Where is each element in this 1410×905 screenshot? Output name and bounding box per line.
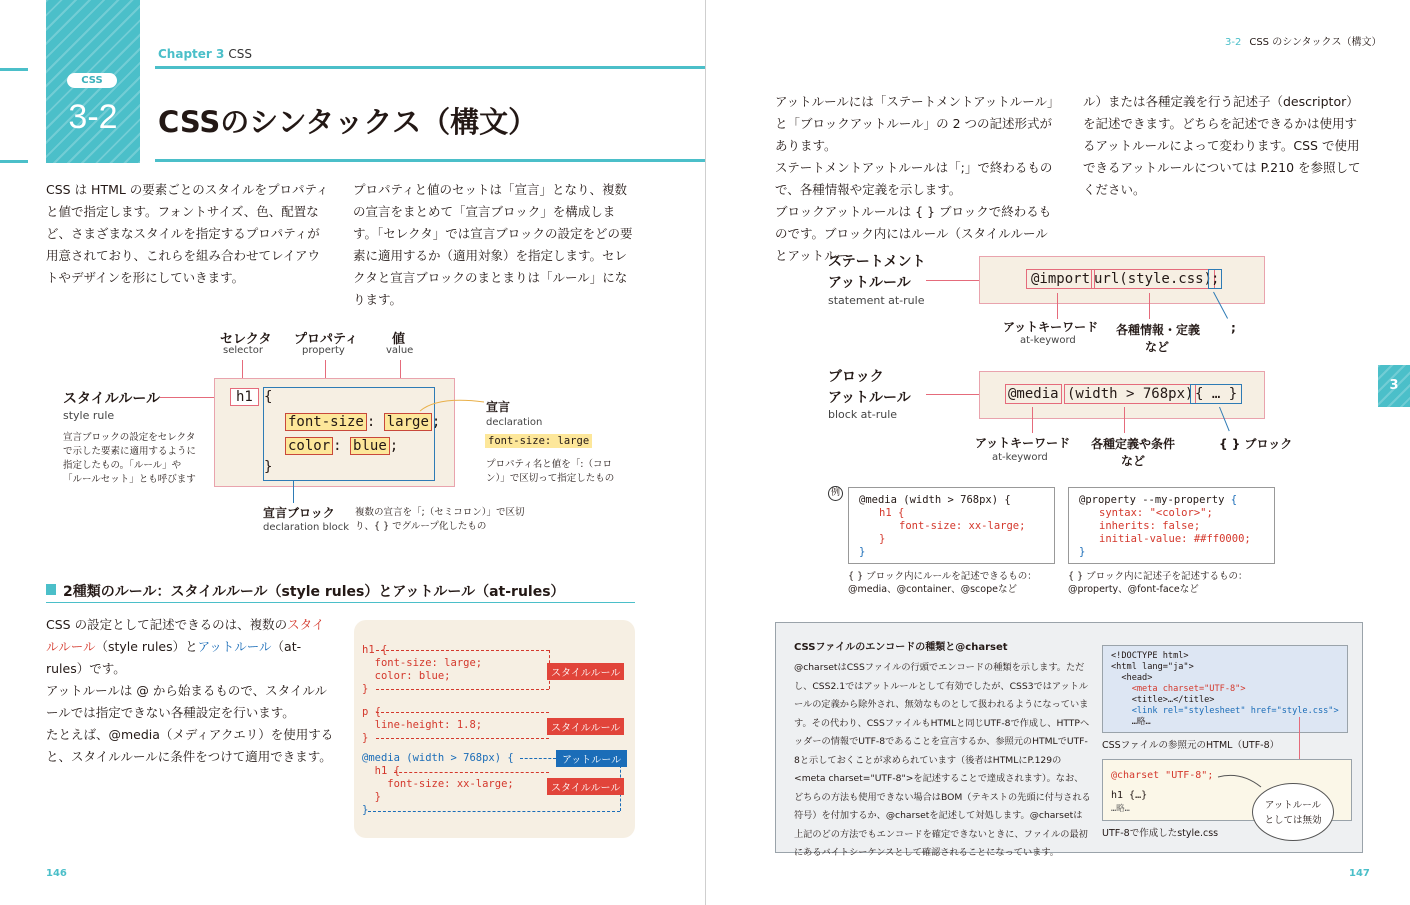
dash-5 bbox=[376, 738, 549, 739]
dash-6 bbox=[520, 758, 556, 759]
chapter-side-tab: 3 bbox=[1378, 365, 1410, 407]
block-label: 宣言ブロック bbox=[263, 506, 335, 520]
statement-box bbox=[979, 256, 1265, 304]
style-rule-connector bbox=[160, 397, 214, 398]
note-title: CSSファイルのエンコードの種類と@charset bbox=[794, 642, 1008, 653]
style-rule-en: style rule bbox=[63, 409, 115, 422]
code-close-brace: } bbox=[264, 459, 273, 475]
example-2-caption: { } ブロック内に記述子を記述するもの： @property、@font-faceなど bbox=[1068, 571, 1248, 595]
note-html-code: <!DOCTYPE html> <html lang="ja"> <head> <meta charset="UTF-8"> <title>…</title> <link rel="stylesheet" href="style.css"> …略… bbox=[1102, 645, 1348, 733]
declaration-connector bbox=[418, 396, 488, 416]
example-1-code: @media (width > 768px) { h1 { font-size: xx-large; } } bbox=[848, 487, 1055, 564]
statement-kw-label: アットキーワード bbox=[1003, 320, 1099, 334]
block-brace: { … } bbox=[1190, 384, 1242, 404]
property-label: プロパティ bbox=[294, 332, 358, 347]
statement-en: statement at-rule bbox=[828, 294, 925, 307]
statement-info-label: 各種情報・定義 bbox=[1116, 323, 1201, 337]
decl-row-2: color : blue ; bbox=[285, 438, 398, 454]
property-en: property bbox=[302, 345, 345, 356]
declaration-label: 宣言 bbox=[486, 400, 511, 414]
block-at-connector bbox=[926, 394, 979, 395]
section-heading: 2種類のルール：スタイルルール（style rules）とアットルール（at-rules） bbox=[63, 584, 565, 600]
dash-2 bbox=[376, 689, 549, 690]
declaration-sample: font-size: large bbox=[485, 434, 592, 448]
statement-keyword: @import bbox=[1026, 269, 1095, 289]
block-brace-label: { } ブロック bbox=[1219, 437, 1293, 451]
cond-pointer bbox=[1124, 407, 1125, 433]
block-en: declaration block bbox=[263, 522, 350, 533]
dash-4 bbox=[376, 712, 549, 713]
rules-para3: たとえば、@media（メディアクエリ）を使用すると、スタイルルールに条件をつけて適用できます。 bbox=[46, 727, 334, 764]
kw-pointer-2 bbox=[1032, 407, 1033, 433]
code-p-block: p { line-height: 1.8; } bbox=[362, 706, 483, 744]
edge-bar-bottom bbox=[0, 160, 28, 163]
title-rule bbox=[155, 159, 705, 162]
statement-info: url(style.css) bbox=[1091, 269, 1215, 289]
chapter-rule bbox=[155, 66, 705, 69]
block-cond-label2: など bbox=[1121, 454, 1146, 468]
declaration-en: declaration bbox=[486, 417, 543, 428]
tag-style-rule-1: スタイルルール bbox=[547, 663, 624, 680]
code-media-block: @media (width > 768px) { h1 { font-size: xx-large; } } bbox=[362, 752, 514, 816]
statement-semi-label: ; bbox=[1231, 321, 1236, 335]
example-mark: 例 bbox=[828, 486, 843, 501]
statement-info-label2: など bbox=[1145, 340, 1170, 354]
note-pointer bbox=[1299, 717, 1300, 759]
tag-style-rule-3: スタイルルール bbox=[547, 778, 624, 795]
style-rule-label: スタイルルール bbox=[63, 391, 161, 407]
page-number-left: 146 bbox=[46, 868, 67, 879]
dash-8 bbox=[368, 811, 620, 812]
block-at-label: ブロック アットルール bbox=[828, 369, 911, 406]
example-1-caption: { } ブロック内にルールを記述できるもの： @media、@container、@scopeなど bbox=[848, 571, 1037, 595]
note-body: @charsetはCSSファイルの行頭でエンコードの種類を示します。ただし、CSS2.1ではアットルールとして有効でしたが、CSS3ではアットルールの定義から除外され、無効なものとして扱われるようになっています。その代わり、CSSファイルもHTMLと同じUTF-8で作成し、HTTPヘッダーの情報でUTF-8であることを宣言するか、参照元のHTMLでUTF-8と示しておくことが求められています（後者はHTMLにP.129の<meta charset="UTF-8">を記述することで達成されます）。なお、どちらの方法も使用できない場合はBOM（テキストの先頭に付与される符号）を付加するか、@charsetを記述して対処します。@charsetは上記のどの方法でもエンコードを確定できないときに、ファイルの最初にあるバイトシーケンスとして確認されることになっています。 bbox=[794, 662, 1091, 858]
value-en: value bbox=[386, 345, 414, 356]
info-pointer bbox=[1149, 293, 1150, 319]
intro-col1: CSS は HTML の要素ごとのスタイルをプロパティと値で指定します。フォントサイズ、色、配置など、さまざまなスタイルを指定するプロパティが用意されており、これらを組み合わせてレイアウトやデザインを形にしていきます。 bbox=[46, 182, 329, 285]
style-rule-box bbox=[214, 378, 455, 487]
selector-en: selector bbox=[223, 345, 263, 356]
block-kw-label: アットキーワード bbox=[975, 436, 1071, 450]
value-label: 値 bbox=[392, 332, 406, 347]
code-example-panel bbox=[354, 620, 635, 838]
code-val2: blue bbox=[350, 437, 390, 455]
running-header: 3-2 CSS のシンタックス（構文） bbox=[1225, 37, 1382, 48]
code-prop2: color bbox=[285, 437, 333, 455]
dash-1 bbox=[376, 650, 549, 651]
style-rule-desc: 宣言ブロックの設定をセレクタで示した要素に適用するように指定したもの。「ルール」や「ルールセット」とも呼びます bbox=[63, 432, 197, 485]
block-at-en: block at-rule bbox=[828, 408, 898, 421]
block-kw-en: at-keyword bbox=[992, 452, 1048, 463]
declaration-desc: プロパティ名と値を「:（コロン）」で区切って指定したもの bbox=[486, 459, 615, 484]
charset-note bbox=[775, 622, 1363, 858]
statement-label: ステートメント アットルール bbox=[828, 254, 926, 291]
code-h1-block: h1 { font-size: large; color: blue; } bbox=[362, 644, 483, 695]
code-selector: h1 bbox=[230, 388, 259, 406]
rules-para1: CSS の設定として記述できるのは、複数のスタイルルール（style rules）とアットルール（at-rules）です。 bbox=[46, 617, 325, 676]
block-cond-label: 各種定義や条件 bbox=[1091, 437, 1176, 451]
page-gutter bbox=[705, 0, 706, 905]
rules-para2: アットルールは @ から始まるもので、スタイルルールでは指定できない各種設定を行います。 bbox=[46, 683, 328, 720]
edge-bar-top bbox=[0, 68, 28, 71]
code-val1: large bbox=[384, 413, 432, 431]
note-css-caption: UTF-8で作成したstyle.css bbox=[1102, 828, 1219, 839]
invalid-bubble: アットルール としては無効 bbox=[1252, 783, 1334, 841]
block-condition: (width > 768px) bbox=[1064, 384, 1196, 404]
block-desc: 複数の宣言を「;（セミコロン）」で区切り、{ } でグループ化したもの bbox=[355, 507, 525, 532]
selector-label: セレクタ bbox=[220, 332, 272, 347]
bubble-tail bbox=[1216, 771, 1266, 791]
code-prop1: font-size bbox=[285, 413, 367, 431]
section-label: CSS bbox=[67, 73, 117, 88]
block-keyword: @media bbox=[1005, 384, 1062, 404]
statement-connector bbox=[926, 280, 979, 281]
tag-style-rule-2: スタイルルール bbox=[547, 718, 624, 735]
code-open-brace: { bbox=[264, 389, 273, 405]
right-col2: ル）または各種定義を行う記述子（descriptor）を記述できます。どちらを記述できるかは使用するアットルールによって変わります。CSS で使用できるアットルールについては P.210 を参照してください。 bbox=[1083, 94, 1361, 197]
h2-marker bbox=[46, 584, 56, 595]
declaration-block-outline bbox=[263, 387, 435, 481]
kw-pointer-1 bbox=[1057, 293, 1058, 319]
chapter-label: Chapter 3 CSS bbox=[158, 47, 252, 61]
dash-9 bbox=[394, 772, 549, 773]
block-pointer bbox=[293, 481, 294, 503]
example-2-code: @property --my-property { syntax: "<color>"; inherits: false; initial-value: ##ff0000; } bbox=[1068, 487, 1275, 564]
note-css-code: @charset "UTF-8"; h1 {…} …略… bbox=[1102, 759, 1352, 821]
note-html-caption: CSSファイルの参照元のHTML（UTF-8） bbox=[1102, 740, 1280, 751]
h2-rule bbox=[46, 602, 635, 603]
section-number: 3-2 bbox=[68, 98, 118, 136]
right-col1: アットルールには「ステートメントアットルール」と「ブロックアットルール」の 2 つの記述形式があります。 ステートメントアットルールは「;」で終わるもので、各種情報や定義を示します。 ブロックアットルールは { } ブロックで終わるものです。ブロック内にはルール（スタイルルールとアットルー bbox=[775, 94, 1054, 263]
page-title: CSSのシンタックス（構文） bbox=[158, 105, 538, 139]
intro-col2: プロパティと値のセットは「宣言」となり、複数の宣言をまとめて「宣言ブロック」を構成します。「セレクタ」では宣言ブロックの設定をどの要素に適用するか（適用対象）を指定します。セレクタと宣言ブロックのまとまりは「ルール」になります。 bbox=[353, 182, 633, 307]
statement-kw-en: at-keyword bbox=[1020, 335, 1076, 346]
decl-row-1: font-size : large ; bbox=[285, 414, 440, 430]
page-number-right: 147 bbox=[1349, 868, 1370, 879]
tag-at-rule: アットルール bbox=[556, 750, 627, 767]
statement-semicolon: ; bbox=[1208, 269, 1222, 289]
